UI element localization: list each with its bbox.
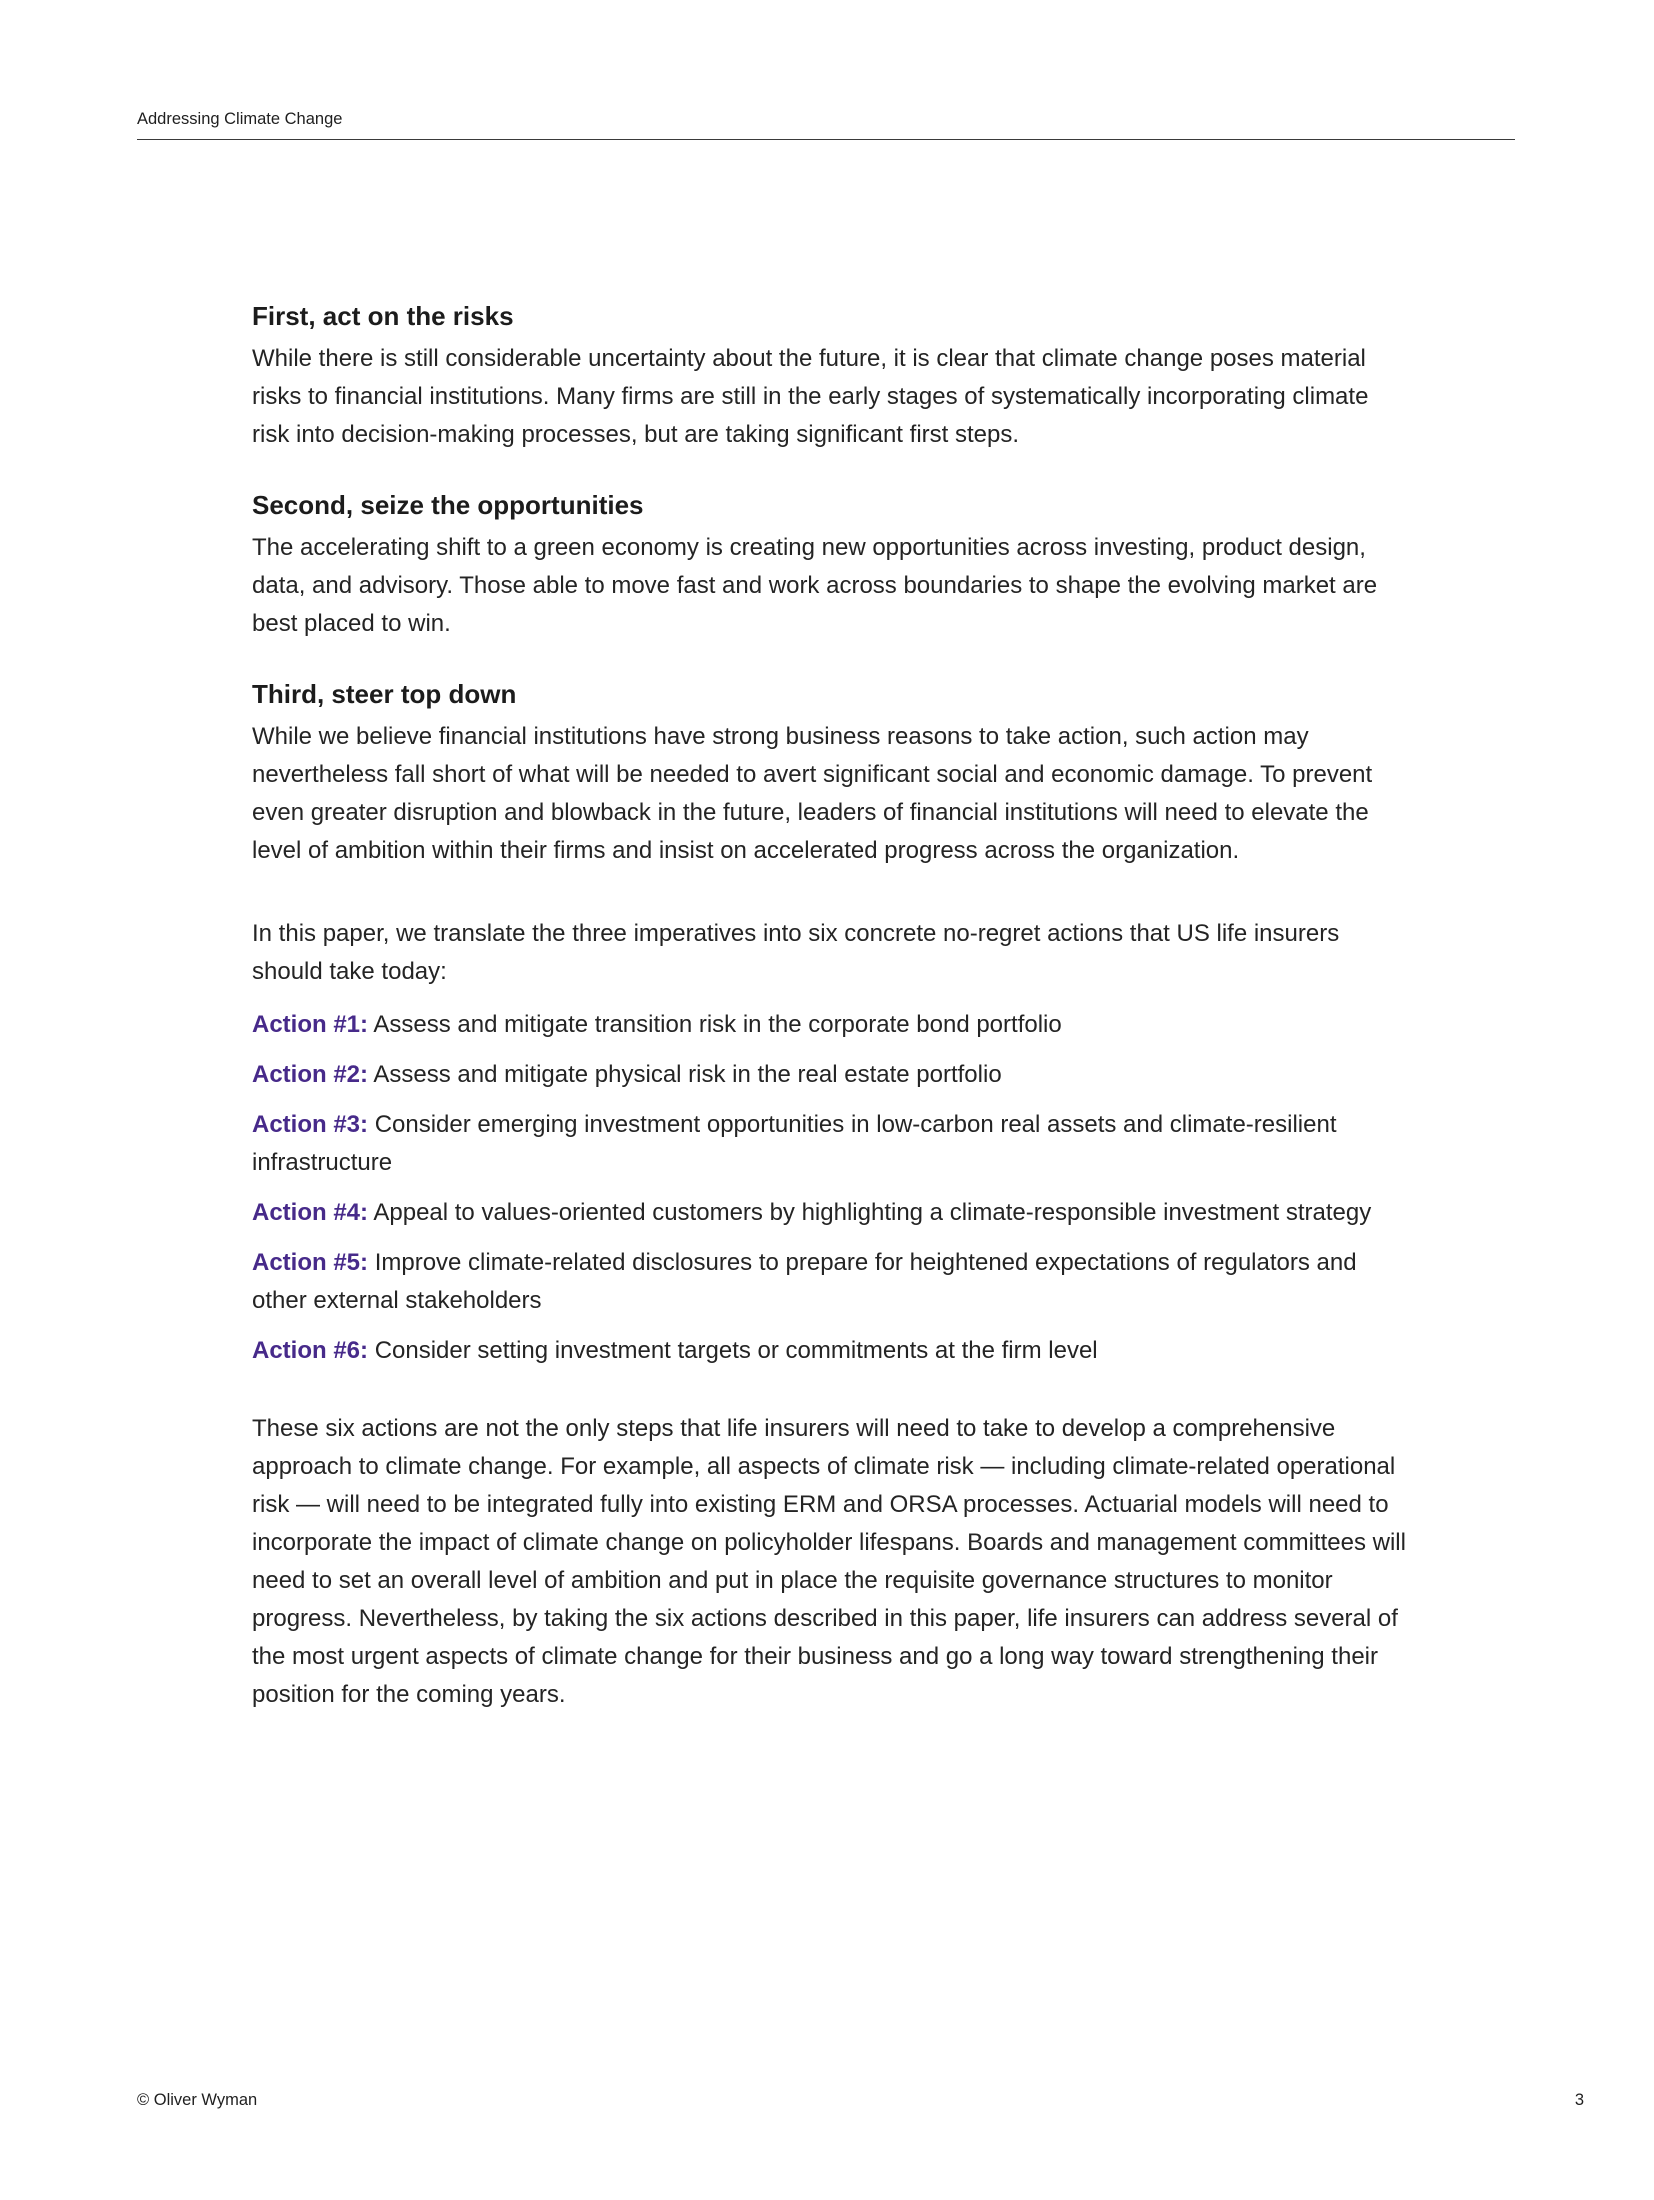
action-text: Consider emerging investment opportunities in low-carbon real assets and climate-resilient infrastructure [252,1111,1337,1176]
page-header [137,108,1515,148]
section-body: While we believe financial institutions have strong business reasons to take action, such action may nevertheless fall short of what will be needed to avert significant social and economic damage. To prevent even greater disruption and blowback in the future, leaders of financial institutions will need to elevate the level of ambition within their firms and insist on accelerated progress across the organization. [252,723,1373,864]
footer-copyright: © Oliver Wyman [137,2091,258,2109]
section-heading: Third, steer top down [252,679,517,709]
section-body: The accelerating shift to a green economy is creating new opportunities across investing, product design, data, and advisory. Those able to move fast and work across boundaries to shape the evolving market are best placed to win. [252,534,1378,637]
intro-paragraph: In this paper, we translate the three imperatives into six concrete no-regret actions that US life insurers should take today: [252,920,1340,985]
footer-page-number: 3 [1574,2091,1584,2109]
action-label: Action #2: [252,1061,369,1088]
page-content [252,297,1407,1714]
action-label: Action #3: [252,1111,369,1138]
action-label: Action #1: [252,1011,369,1038]
page-footer [137,2089,1584,2111]
action-item-5 [252,1244,1407,1320]
section-body: While there is still considerable uncertainty about the future, it is clear that climate change poses material risks to financial institutions. Many firms are still in the early stages of systematically incorporating climate risk into decision-making processes, but are taking significant first steps. [252,345,1369,448]
action-text: Assess and mitigate transition risk in the corporate bond portfolio [373,1011,1062,1038]
action-label: Action #5: [252,1249,369,1276]
action-text: Assess and mitigate physical risk in the real estate portfolio [373,1061,1002,1088]
action-text: Improve climate-related disclosures to prepare for heightened expectations of regulators and other external stakeholders [252,1249,1357,1314]
header-rule [137,139,1515,140]
action-label: Action #6: [252,1337,369,1364]
action-label: Action #4: [252,1199,369,1226]
running-header-title: Addressing Climate Change [137,110,343,128]
section-heading: Second, seize the opportunities [252,490,644,520]
section-act-on-risks [252,297,1407,454]
action-text: Consider setting investment targets or commitments at the firm level [374,1337,1098,1364]
action-item-4 [252,1194,1407,1232]
action-item-2 [252,1056,1407,1094]
action-item-1 [252,1006,1407,1044]
section-heading: First, act on the risks [252,301,514,331]
closing-paragraph: These six actions are not the only steps that life insurers will need to take to develop a comprehensive approach to climate change. For example, all aspects of climate risk — including climate-related operational risk — will need to be integrated fully into existing ERM and ORSA processes. Actuarial models will need to incorporate the impact of climate change on policyholder lifespans. Boards and management committees will need to set an overall level of ambition and put in place the requisite governance structures to monitor progress. Nevertheless, by taking the six actions described in this paper, life insurers can address several of the most urgent aspects of climate change for their business and go a long way toward strengthening their position for the coming years. [252,1415,1406,1708]
action-item-3 [252,1106,1407,1182]
section-seize-opportunities [252,486,1407,643]
section-steer-top-down [252,675,1407,870]
action-item-6 [252,1332,1407,1370]
action-text: Appeal to values-oriented customers by highlighting a climate-responsible investment strategy [373,1199,1372,1226]
